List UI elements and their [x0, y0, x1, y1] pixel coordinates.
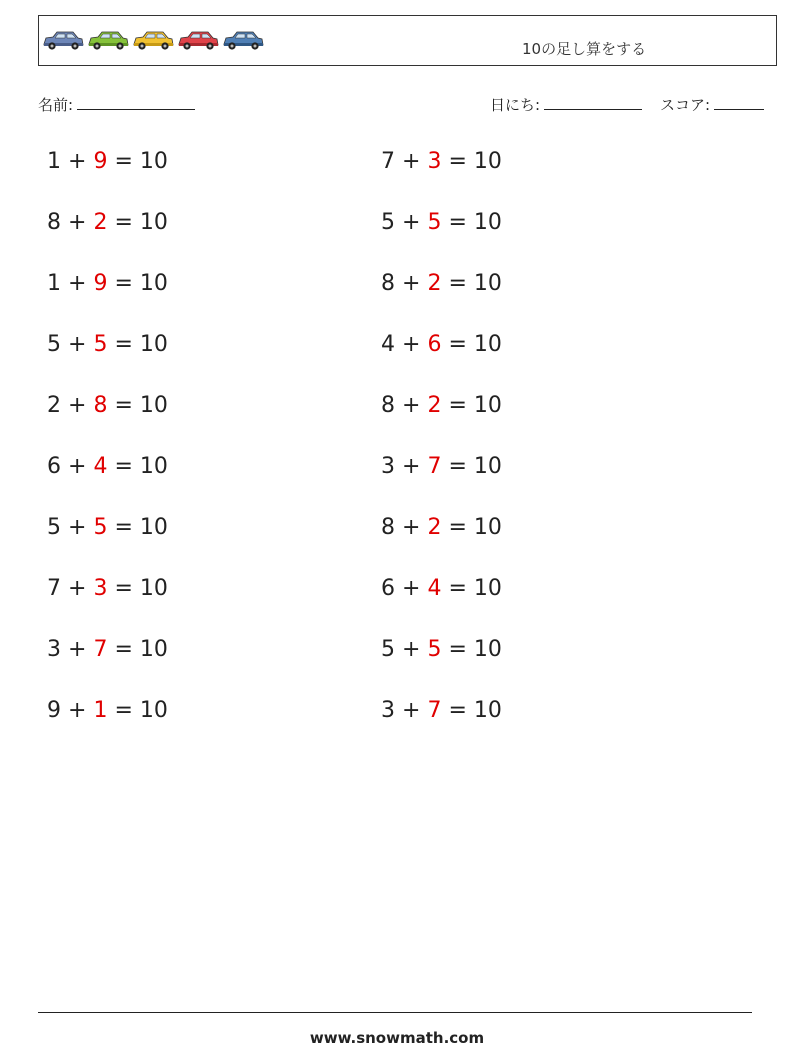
date-label: 日にち: [490, 96, 541, 114]
equals-sign: = [448, 576, 467, 601]
sum-value: 10 [473, 393, 502, 418]
sum-value: 10 [473, 576, 502, 601]
footer-divider [38, 1012, 752, 1013]
equals-sign: = [114, 271, 133, 296]
sum-value: 10 [139, 637, 168, 662]
equals-sign: = [448, 332, 467, 357]
addend-a: 4 [381, 332, 395, 357]
plus-sign: + [68, 698, 87, 723]
answer-addend: 6 [427, 332, 442, 357]
answer-addend: 2 [427, 271, 442, 296]
addend-a: 1 [47, 271, 61, 296]
problem-left-5 [47, 393, 168, 418]
addend-a: 3 [381, 454, 395, 479]
equals-sign: = [114, 210, 133, 235]
car-icon-green-suv [86, 29, 130, 53]
sum-value: 10 [473, 515, 502, 540]
plus-sign: + [402, 454, 421, 479]
plus-sign: + [402, 515, 421, 540]
sum-value: 10 [473, 149, 502, 174]
plus-sign: + [68, 454, 87, 479]
answer-addend: 7 [93, 637, 108, 662]
answer-addend: 2 [427, 393, 442, 418]
sum-value: 10 [139, 393, 168, 418]
problem-left-1 [47, 149, 168, 174]
date-blank[interactable] [544, 95, 642, 110]
plus-sign: + [68, 637, 87, 662]
score-label: スコア: [660, 96, 711, 114]
addend-a: 5 [381, 637, 395, 662]
worksheet-title: 10の足し算をする [522, 40, 647, 58]
plus-sign: + [402, 576, 421, 601]
answer-addend: 2 [427, 515, 442, 540]
addend-a: 6 [381, 576, 395, 601]
problem-left-8 [47, 576, 168, 601]
answer-addend: 5 [427, 210, 442, 235]
answer-addend: 7 [427, 454, 442, 479]
equals-sign: = [114, 393, 133, 418]
answer-addend: 2 [93, 210, 108, 235]
sum-value: 10 [139, 149, 168, 174]
plus-sign: + [68, 210, 87, 235]
worksheet-header [38, 15, 777, 66]
addend-a: 5 [381, 210, 395, 235]
plus-sign: + [68, 576, 87, 601]
problem-left-3 [47, 271, 168, 296]
answer-addend: 3 [427, 149, 442, 174]
equals-sign: = [448, 149, 467, 174]
answer-addend: 5 [93, 332, 108, 357]
addend-a: 8 [381, 393, 395, 418]
plus-sign: + [402, 271, 421, 296]
problem-right-6 [381, 454, 502, 479]
equals-sign: = [114, 576, 133, 601]
answer-addend: 5 [427, 637, 442, 662]
addend-a: 9 [47, 698, 61, 723]
addend-a: 8 [381, 271, 395, 296]
sum-value: 10 [473, 271, 502, 296]
problem-right-3 [381, 271, 502, 296]
car-icon-yellow-sedan [131, 29, 175, 53]
sum-value: 10 [139, 515, 168, 540]
problem-left-9 [47, 637, 168, 662]
plus-sign: + [402, 210, 421, 235]
problem-left-10 [47, 698, 168, 723]
problem-left-4 [47, 332, 168, 357]
footer-site: www.snowmath.com [309, 1029, 485, 1047]
sum-value: 10 [473, 637, 502, 662]
addend-a: 7 [381, 149, 395, 174]
equals-sign: = [114, 149, 133, 174]
problem-left-2 [47, 210, 168, 235]
plus-sign: + [68, 393, 87, 418]
problem-right-4 [381, 332, 502, 357]
addend-a: 7 [47, 576, 61, 601]
equals-sign: = [448, 210, 467, 235]
answer-addend: 5 [93, 515, 108, 540]
name-blank[interactable] [77, 95, 195, 110]
sum-value: 10 [473, 210, 502, 235]
equals-sign: = [114, 515, 133, 540]
sum-value: 10 [139, 332, 168, 357]
problem-right-5 [381, 393, 502, 418]
plus-sign: + [402, 149, 421, 174]
sum-value: 10 [139, 576, 168, 601]
answer-addend: 7 [427, 698, 442, 723]
addend-a: 5 [47, 332, 61, 357]
sum-value: 10 [139, 271, 168, 296]
equals-sign: = [114, 637, 133, 662]
answer-addend: 9 [93, 149, 108, 174]
problem-right-7 [381, 515, 502, 540]
sum-value: 10 [473, 698, 502, 723]
score-field [660, 94, 764, 115]
answer-addend: 3 [93, 576, 108, 601]
problem-right-1 [381, 149, 502, 174]
answer-addend: 4 [427, 576, 442, 601]
equals-sign: = [448, 515, 467, 540]
addend-a: 8 [47, 210, 61, 235]
problem-right-8 [381, 576, 502, 601]
plus-sign: + [402, 637, 421, 662]
sum-value: 10 [139, 698, 168, 723]
addend-a: 8 [381, 515, 395, 540]
car-icon-red-hatchback [176, 29, 220, 53]
name-field [38, 94, 195, 115]
equals-sign: = [114, 454, 133, 479]
problem-right-10 [381, 698, 502, 723]
date-field [490, 94, 642, 115]
problem-right-2 [381, 210, 502, 235]
equals-sign: = [448, 637, 467, 662]
problem-left-7 [47, 515, 168, 540]
problem-right-9 [381, 637, 502, 662]
equals-sign: = [448, 698, 467, 723]
answer-addend: 8 [93, 393, 108, 418]
plus-sign: + [68, 515, 87, 540]
equals-sign: = [448, 454, 467, 479]
addend-a: 3 [47, 637, 61, 662]
plus-sign: + [402, 332, 421, 357]
plus-sign: + [402, 393, 421, 418]
sum-value: 10 [139, 210, 168, 235]
equals-sign: = [114, 332, 133, 357]
addend-a: 1 [47, 149, 61, 174]
equals-sign: = [448, 271, 467, 296]
sum-value: 10 [139, 454, 168, 479]
plus-sign: + [402, 698, 421, 723]
answer-addend: 1 [93, 698, 108, 723]
plus-sign: + [68, 149, 87, 174]
equals-sign: = [114, 698, 133, 723]
addend-a: 6 [47, 454, 61, 479]
score-blank[interactable] [714, 95, 764, 110]
addend-a: 2 [47, 393, 61, 418]
problem-left-6 [47, 454, 168, 479]
answer-addend: 9 [93, 271, 108, 296]
sum-value: 10 [473, 332, 502, 357]
name-label: 名前: [38, 96, 74, 114]
answer-addend: 4 [93, 454, 108, 479]
equals-sign: = [448, 393, 467, 418]
plus-sign: + [68, 332, 87, 357]
plus-sign: + [68, 271, 87, 296]
sum-value: 10 [473, 454, 502, 479]
car-icon-blue-van [41, 29, 85, 53]
addend-a: 5 [47, 515, 61, 540]
addend-a: 3 [381, 698, 395, 723]
car-icon-blue-suv [221, 29, 265, 53]
